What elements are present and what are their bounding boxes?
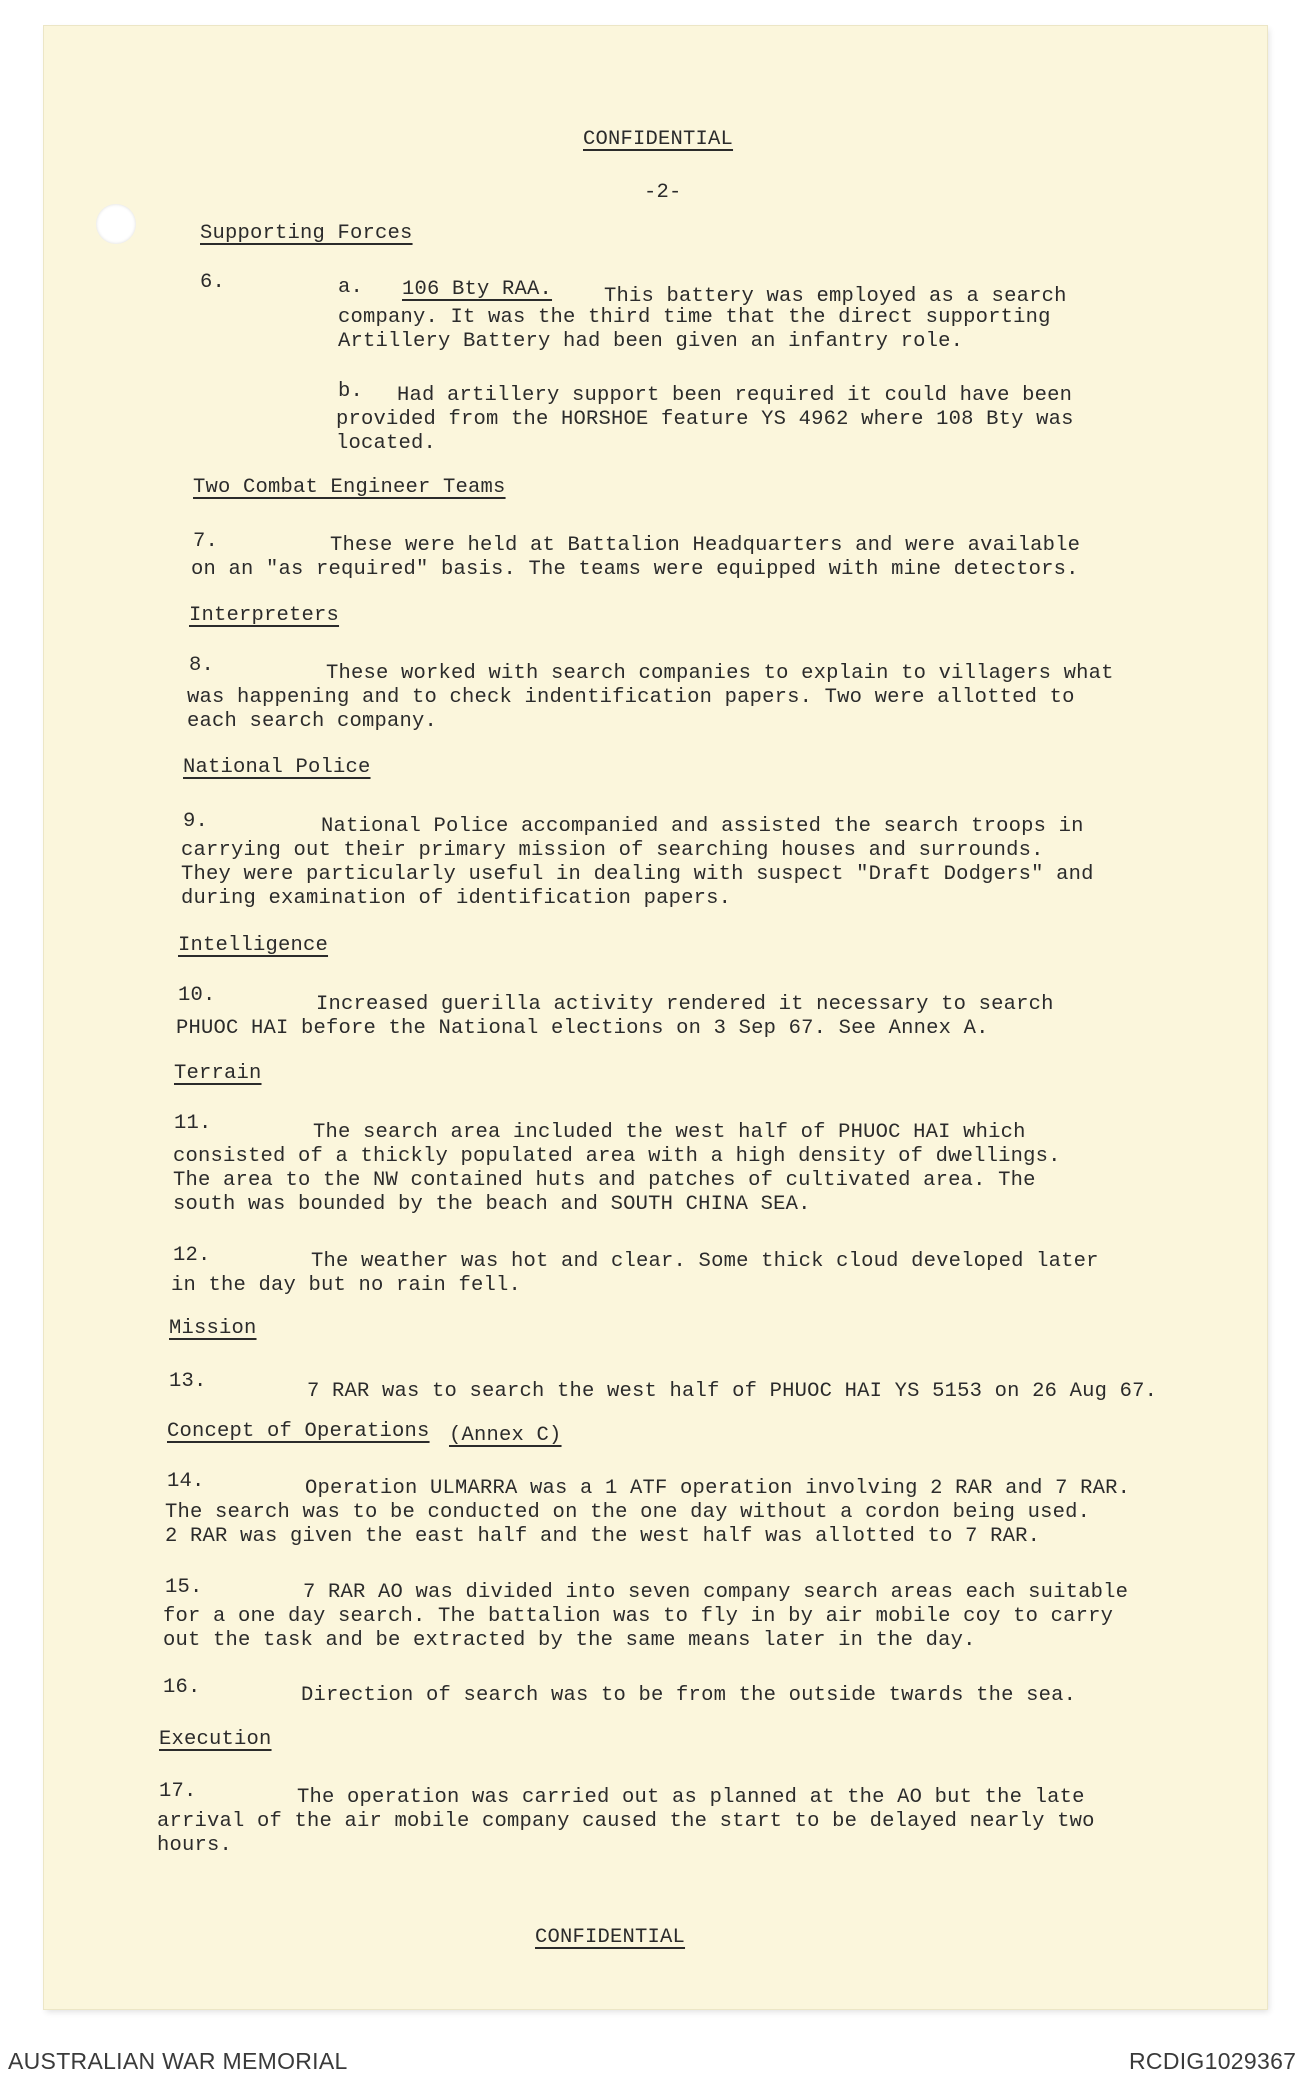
archive-reference: RCDIG1029367 [1129, 2048, 1297, 2074]
para-12-line1: The weather was hot and clear. Some thick cloud developed later [311, 1250, 1099, 1273]
para-number-10: 10. [178, 984, 216, 1007]
para-6b-line2: provided from the HORSHOE feature YS 4962 where 108 Bty was [336, 408, 1074, 431]
para-6a-line2: company. It was the third time that the direct supporting [338, 306, 1051, 329]
para-number-17: 17. [159, 1780, 197, 1803]
para-17-line2: arrival of the air mobile company caused the start to be delayed nearly two [157, 1810, 1095, 1833]
para-16-line1: Direction of search was to be from the outside twards the sea. [301, 1684, 1077, 1707]
para-15-line3: out the task and be extracted by the same means later in the day. [163, 1629, 976, 1652]
para-13-line1: 7 RAR was to search the west half of PHUOC HAI YS 5153 on 26 Aug 67. [307, 1380, 1158, 1403]
punch-hole [96, 204, 136, 244]
para-11-line1: The search area included the west half of PHUOC HAI which [313, 1121, 1026, 1144]
para-15-line2: for a one day search. The battalion was to fly in by air mobile coy to carry [163, 1605, 1114, 1628]
para-6a-line1: This battery was employed as a search [604, 285, 1067, 308]
heading-interpreters: Interpreters [189, 604, 340, 627]
para-11-line2: consisted of a thickly populated area with a high density of dwellings. [173, 1145, 1061, 1168]
heading-national-police: National Police [183, 756, 371, 779]
para-6b-label: b. [338, 380, 364, 403]
para-6a-line3: Artillery Battery had been given an infantry role. [338, 330, 964, 353]
para-9-line1: National Police accompanied and assisted the search troops in [321, 815, 1084, 838]
heading-mission: Mission [169, 1317, 257, 1340]
para-number-13: 13. [169, 1370, 207, 1393]
para-12-line2: in the day but no rain fell. [171, 1274, 522, 1297]
para-7-line2: on an "as required" basis. The teams were equipped with mine detectors. [191, 558, 1079, 581]
footer-classification: CONFIDENTIAL [535, 1926, 686, 1949]
para-17-line3: hours. [157, 1834, 233, 1857]
heading-concept-annex: (Annex C) [449, 1424, 562, 1447]
para-15-line1: 7 RAR AO was divided into seven company search areas each suitable [303, 1581, 1129, 1604]
para-number-9: 9. [183, 810, 209, 833]
para-6b-line1: Had artillery support been required it could have been [397, 384, 1073, 407]
para-14-line2: The search was to be conducted on the one day without a cordon being used. [165, 1501, 1091, 1524]
para-8-line1: These worked with search companies to explain to villagers what [326, 662, 1114, 685]
para-6b-line3: located. [336, 432, 437, 455]
para-14-line3: 2 RAR was given the east half and the west half was allotted to 7 RAR. [165, 1525, 1041, 1548]
para-8-line2: was happening and to check indentification papers. Two were allotted to [187, 686, 1075, 709]
heading-supporting-forces: Supporting Forces [200, 222, 413, 245]
header-classification: CONFIDENTIAL [583, 128, 734, 151]
para-11-line3: The area to the NW contained huts and patches of cultivated area. The [173, 1169, 1036, 1192]
para-number-16: 16. [163, 1676, 201, 1699]
para-number-15: 15. [165, 1576, 203, 1599]
para-6a-label: a. [338, 276, 364, 299]
para-8-line3: each search company. [187, 710, 438, 733]
para-10-line2: PHUOC HAI before the National elections on 3 Sep 67. See Annex A. [176, 1017, 989, 1040]
heading-engineer-teams: Two Combat Engineer Teams [193, 476, 506, 499]
para-number-11: 11. [174, 1112, 212, 1135]
para-17-line1: The operation was carried out as planned at the AO but the late [297, 1786, 1085, 1809]
para-11-line4: south was bounded by the beach and SOUTH CHINA SEA. [173, 1193, 811, 1216]
para-number-7: 7. [193, 530, 219, 553]
para-number-8: 8. [189, 654, 215, 677]
para-10-line1: Increased guerilla activity rendered it necessary to search [316, 993, 1054, 1016]
page-number: -2- [644, 181, 682, 204]
para-7-line1: These were held at Battalion Headquarters and were available [330, 534, 1081, 557]
para-9-line2: carrying out their primary mission of searching houses and surrounds. [181, 839, 1044, 862]
para-14-line1: Operation ULMARRA was a 1 ATF operation involving 2 RAR and 7 RAR. [305, 1477, 1131, 1500]
para-9-line3: They were particularly useful in dealing with suspect "Draft Dodgers" and [181, 863, 1094, 886]
para-6a-title: 106 Bty RAA. [402, 278, 553, 301]
para-number-14: 14. [167, 1470, 205, 1493]
heading-concept-of-operations: Concept of Operations [167, 1420, 430, 1443]
archive-institution: AUSTRALIAN WAR MEMORIAL [8, 2048, 348, 2074]
para-9-line4: during examination of identification papers. [181, 887, 732, 910]
heading-intelligence: Intelligence [178, 934, 329, 957]
heading-terrain: Terrain [174, 1062, 262, 1085]
heading-execution: Execution [159, 1728, 272, 1751]
para-number-12: 12. [173, 1244, 211, 1267]
para-number-6: 6. [200, 271, 226, 294]
